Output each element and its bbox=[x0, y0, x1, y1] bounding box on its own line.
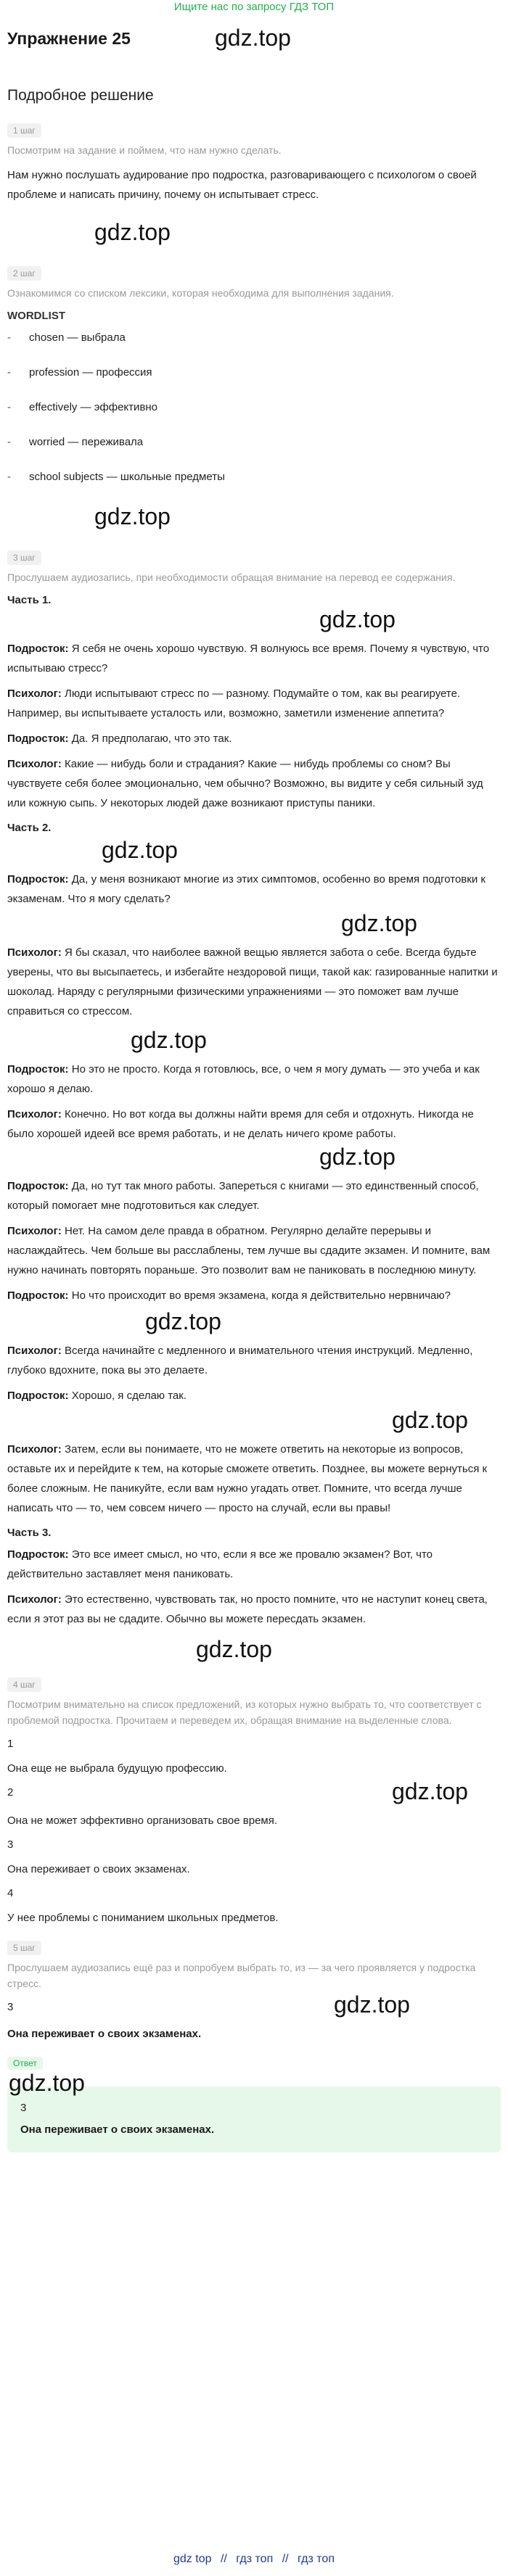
watermark: gdz.top bbox=[319, 606, 396, 632]
dialog-line: Подросток: Да, но тут так много работы. Запереться с книгами — это единственный способ, который помогает мне подготовиться как следует. bbox=[7, 1180, 479, 1212]
step-hint: Прослушаем аудиозапись ещё раз и попробуем выбрать то, из — за чего проявляется у подростка стресс. bbox=[7, 1962, 476, 1989]
item-text: У нее проблемы с пониманием школьных предметов. bbox=[7, 1912, 279, 1924]
item-number: 3 bbox=[7, 2001, 14, 2013]
watermark: gdz.top bbox=[334, 1991, 410, 2018]
part-label: Часть 1. bbox=[7, 594, 52, 606]
watermark: gdz.top bbox=[392, 1778, 468, 1804]
step-badge: 2 шаг bbox=[7, 266, 41, 281]
item-text: Она переживает о своих экзаменах. bbox=[7, 2028, 202, 2040]
item-text: Она переживает о своих экзаменах. bbox=[7, 1863, 190, 1875]
footer-link[interactable]: гдз топ bbox=[298, 2553, 335, 2565]
dialog-line: Подросток: Да, у меня возникают многие из этих симптомов, особенно во время подготовки к экзаменам. Что я могу сделать? bbox=[7, 873, 486, 905]
step-badge: 3 шаг bbox=[7, 550, 41, 565]
list-item: - school subjects — школьные предметы bbox=[7, 471, 225, 483]
step-hint: Прослушаем аудиозапись, при необходимости обращая внимание на перевод ее содержания. bbox=[7, 571, 456, 583]
item-text: Она еще не выбрала будущую профессию. bbox=[7, 1762, 227, 1775]
solution-content bbox=[0, 116, 508, 2152]
dialog-line: Психолог: Люди испытывают стресс по — разному. Подумайте о том, как вы реагируете. Например, вы испытываете усталость или, возможно, заметили изменение аппетита? bbox=[7, 688, 461, 719]
watermark: gdz.top bbox=[319, 1144, 396, 1170]
step-text: Нам нужно послушать аудирование про подростка, разговаривающего с психологом о своей проблеме и написать причину, почему он испытывает стресс. bbox=[7, 169, 477, 201]
step-hint: Посмотрим внимательно на список предложений, из которых нужно выбрать то, что соответствует с проблемой подростка. Прочитаем и переведем их, обращая внимание на выделенные слова. bbox=[7, 1698, 482, 1726]
part-label: Часть 3. bbox=[7, 1527, 52, 1539]
answer-label: Ответ bbox=[7, 2057, 43, 2070]
watermark: gdz.top bbox=[341, 910, 417, 936]
dialog-line: Психолог: Конечно. Но вот когда вы должны найти время для себя и отдохнуть. Никогда не было хорошей идеей все время работать, и не делать ничего кроме работы. bbox=[7, 1108, 474, 1140]
dialog-line: Психолог: Я бы сказал, что наиболее важной вещью является забота о себе. Всегда будьте уверены, что вы высыпаетесь, и избегайте нездоровой пищи, такой как: газированные напитки и шоколад. Наряду с регулярными физическими упражнениями — это поможет вам лучше справиться со стрессом. bbox=[7, 946, 498, 1017]
footer-separator: // bbox=[220, 2553, 227, 2565]
dialog-line: Подросток: Я себя не очень хорошо чувствую. Я волнуюсь все время. Почему я чувствую, что испытываю стресс? bbox=[7, 643, 490, 674]
answer-text: Она переживает о своих экзаменах. bbox=[20, 2123, 215, 2136]
watermark: gdz.top bbox=[102, 837, 178, 863]
footer-links bbox=[0, 2553, 508, 2566]
step-badge: 1 шаг bbox=[7, 123, 41, 138]
step-badge: 5 шаг bbox=[7, 1941, 41, 1955]
dialog-line: Психолог: Всегда начинайте с медленного и внимательного чтения инструкций. Медленно, глубоко вдохните, пока вы это делаете. bbox=[7, 1345, 473, 1376]
item-number: 1 bbox=[7, 1738, 14, 1750]
step-badge: 4 шаг bbox=[7, 1677, 41, 1692]
watermark: gdz.top bbox=[196, 1636, 272, 1662]
answer-number: 3 bbox=[20, 2102, 27, 2114]
dialog-line: Подросток: Это все имеет смысл, но что, если я все же провалю экзамен? Вот, что действительно заставляет меня паниковать. bbox=[7, 1548, 433, 1580]
watermark: gdz.top bbox=[215, 25, 291, 51]
part-label: Часть 2. bbox=[7, 822, 52, 834]
step-hint: Ознакомимся со списком лексики, которая необходима для выполнения задания. bbox=[7, 287, 394, 299]
watermark: gdz.top bbox=[392, 1407, 468, 1433]
page-title: Упражнение 25 bbox=[7, 29, 131, 48]
watermark: gdz.top bbox=[9, 2070, 85, 2096]
list-item: - profession — профессия bbox=[7, 366, 152, 379]
list-item: - worried — переживала bbox=[7, 436, 144, 448]
dialog-line: Подросток: Но это не просто. Когда я готовлюсь, все, о чем я могу думать — это учеба и как хорошо я делаю. bbox=[7, 1063, 480, 1095]
dialog-line: Психолог: Нет. На самом деле правда в обратном. Регулярно делайте перерывы и наслаждайтесь. Чем больше вы расслаблены, тем лучше вы сдадите экзамен. И помните, вам нужно начинать повторять пораньше. Это позволит вам не паниковать в последнюю минуту. bbox=[7, 1225, 491, 1276]
item-text: Она не может эффективно организовать свое время. bbox=[7, 1815, 278, 1827]
section-title: Подробное решение bbox=[7, 87, 154, 104]
dialog-line: Психолог: Затем, если вы понимаете, что не можете ответить на некоторые из вопросов, оставьте их и перейдите к тем, на которые сможете ответить. Позднее, вы можете вернуться к более сложным. Не паникуйте, если вам нужно угадать ответ. Помните, что всегда лучше написать что — то, чем совсем ничего — просто на случай, если вы правы! bbox=[7, 1443, 488, 1514]
watermark: gdz.top bbox=[131, 1027, 207, 1053]
dialog-line: Психолог: Это естественно, чувствовать так, но просто помните, что не наступит конец света, если я этот раз вы не сдадите. Обычно вы можете пересдать экзамен. bbox=[7, 1593, 488, 1625]
dialog-line: Подросток: Да. Я предполагаю, что это так. bbox=[7, 732, 232, 745]
dialog-line: Психолог: Какие — нибудь боли и страдания? Какие — нибудь проблемы со сном? Вы чувствуете себя более эмоционально, чем обычно? Возможно, вы видите у себя сильный зуд или кожную сыпь. У некоторых людей даже возникают приступы паники. bbox=[7, 758, 483, 809]
dialog-line: Подросток: Хорошо, я сделаю так. bbox=[7, 1390, 187, 1402]
watermark: gdz.top bbox=[94, 503, 171, 529]
item-number: 3 bbox=[7, 1838, 14, 1851]
watermark: gdz.top bbox=[145, 1308, 221, 1334]
item-number: 2 bbox=[7, 1786, 14, 1799]
list-item: - effectively — эффективно bbox=[7, 401, 158, 413]
wordlist bbox=[7, 329, 501, 486]
footer-link[interactable]: гдз топ bbox=[236, 2553, 274, 2565]
item-number: 4 bbox=[7, 1887, 14, 1899]
promo-banner: Ищите нас по запросу ГДЗ ТОП bbox=[173, 1, 335, 13]
list-item: - chosen — выбрала bbox=[7, 331, 126, 344]
dialog-line: Подросток: Но что происходит во время экзамена, когда я действительно нервничаю? bbox=[7, 1289, 451, 1302]
watermark: gdz.top bbox=[94, 219, 171, 245]
wordlist-title: WORDLIST bbox=[7, 310, 65, 322]
footer-separator: // bbox=[282, 2553, 289, 2565]
footer-link[interactable]: gdz top bbox=[173, 2553, 212, 2565]
step-hint: Посмотрим на задание и поймем, что нам нужно сделать. bbox=[7, 144, 282, 156]
